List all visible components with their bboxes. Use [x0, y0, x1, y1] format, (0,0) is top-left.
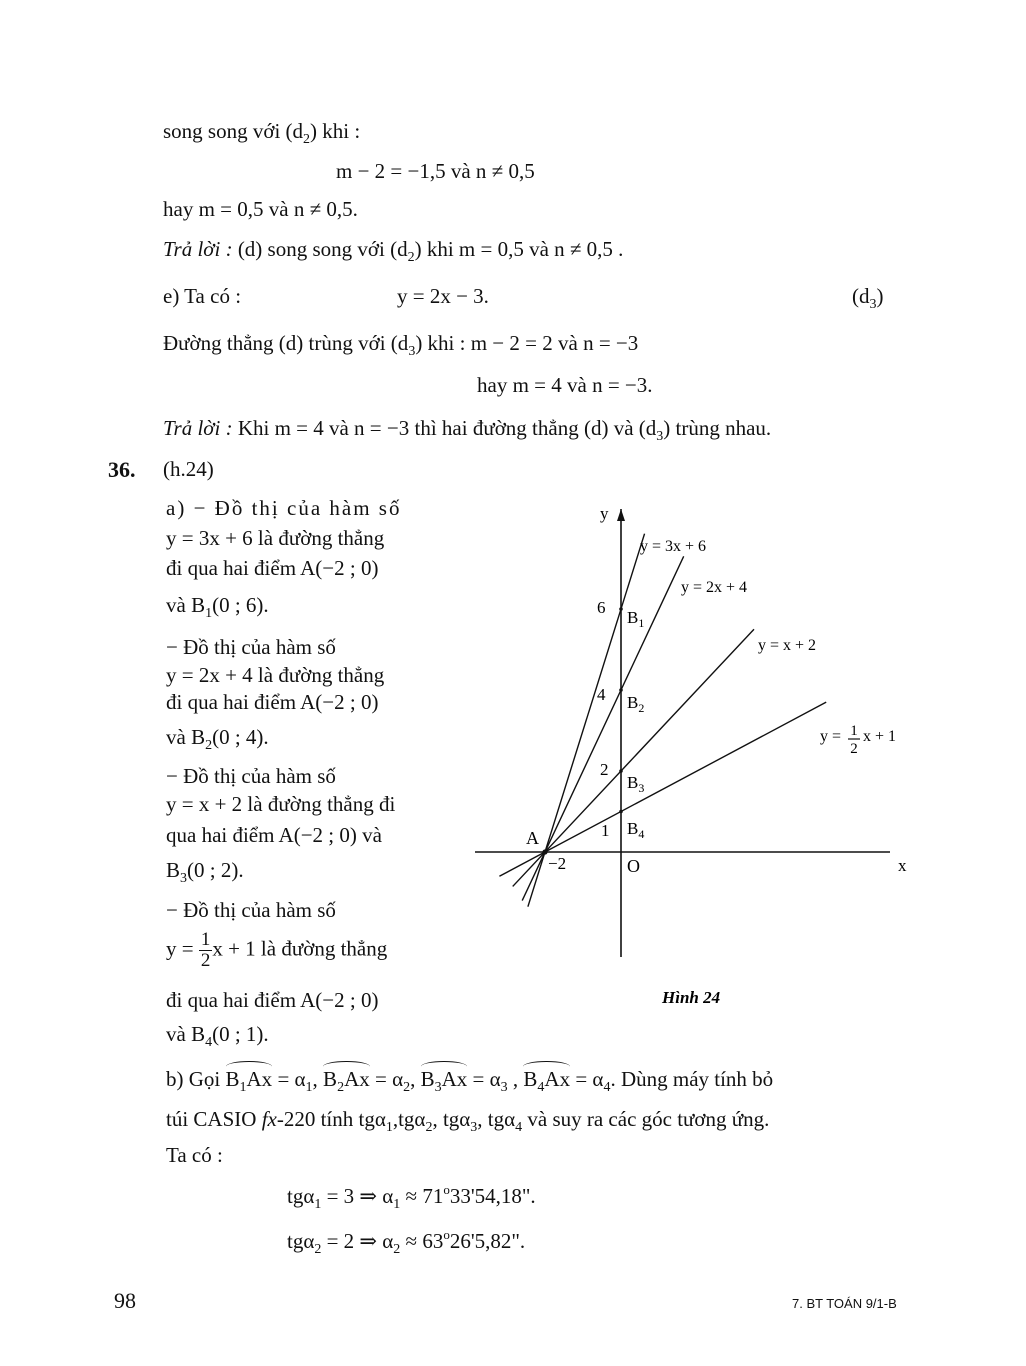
part-b-line-2: [166, 1107, 770, 1135]
subscript: 3: [500, 1080, 508, 1095]
answer-line-1: [163, 237, 624, 265]
point-b2: [619, 688, 623, 692]
text: tgα: [287, 1229, 315, 1253]
text: = 3 ⇒ α: [321, 1184, 394, 1208]
text: (d) song song với (d: [232, 237, 408, 261]
exercise-number: 36.: [108, 457, 136, 482]
text: y =: [820, 728, 842, 745]
subscript: 1: [239, 1080, 247, 1095]
text-line: đi qua hai điểm A(−2 ; 0): [166, 988, 379, 1012]
subscript: 2: [205, 738, 213, 753]
subscript: 2: [407, 250, 415, 265]
subscript: 3: [408, 344, 416, 359]
subscript: 1: [393, 1197, 401, 1212]
y-tick-label: 1: [601, 821, 610, 840]
subscript: 4: [603, 1080, 611, 1095]
angle-b2ax: [323, 1067, 370, 1095]
text: ≈ 63: [400, 1229, 444, 1253]
text: fx: [261, 1107, 277, 1131]
graph-line-4: [499, 702, 826, 876]
text: = 2 ⇒ α: [321, 1229, 394, 1253]
text: B: [323, 1067, 338, 1091]
point-b4: [619, 810, 623, 814]
text: y =: [166, 936, 194, 961]
point-b3-label: $B_3$: [627, 773, 645, 795]
figure-reference: (h.24): [163, 457, 214, 481]
text: ) khi m = 0,5 và n ≠ 0,5 .: [414, 237, 624, 261]
subscript: 2: [314, 1242, 322, 1257]
text: = α: [467, 1067, 501, 1091]
text: x + 1: [863, 728, 897, 745]
subscript: 4: [537, 1080, 545, 1095]
book-code: 7. BT TOÁN 9/1-B: [792, 1296, 897, 1311]
point-a-label: A: [526, 828, 539, 848]
text-line: a) − Đồ thị của hàm số: [166, 496, 402, 520]
text-line: đi qua hai điểm A(−2 ; 0): [166, 556, 379, 580]
text: . Dùng máy tính bỏ: [610, 1067, 774, 1091]
subscript: 2: [403, 1080, 411, 1095]
text: ) khi : m − 2 = 2 và n = −3: [415, 331, 639, 355]
y-tick-label: 4: [597, 685, 606, 704]
text-line: [166, 593, 269, 621]
text: Ax: [246, 1067, 273, 1091]
text: (0 ; 4).: [212, 725, 269, 749]
y-tick-label: 6: [597, 598, 606, 617]
text: = α: [369, 1067, 404, 1091]
text: và B: [166, 593, 206, 617]
text: và B: [166, 1022, 206, 1046]
text: (0 ; 6).: [212, 593, 269, 617]
text: = α: [570, 1067, 604, 1091]
text: (0 ; 2).: [187, 858, 244, 882]
text-line-coincide: [163, 331, 639, 359]
line-label-x2: y = x + 2: [758, 637, 817, 654]
frac-num: 1: [850, 723, 858, 739]
origin-label: O: [627, 856, 640, 876]
text: và B: [166, 725, 206, 749]
plot-labels: [526, 504, 907, 1007]
angle-b3ax: [420, 1067, 468, 1095]
text: = α: [272, 1067, 306, 1091]
text: ,tgα: [392, 1107, 426, 1131]
text: Khi m = 4 và n = −3 thì hai đường thẳng (d) và (d: [232, 416, 657, 440]
text: (0 ; 1).: [212, 1022, 269, 1046]
point-b1-label: $B_1$: [627, 608, 645, 630]
point-a: [542, 849, 547, 854]
text-line: − Đồ thị của hàm số: [166, 764, 336, 788]
line-label-2x4: y = 2x + 4: [681, 579, 748, 596]
x-tick-label: −2: [548, 854, 567, 873]
text-line: [166, 725, 269, 753]
text: b) Gọi: [166, 1067, 226, 1091]
text: 26'5,82".: [449, 1229, 526, 1253]
subscript: 2: [303, 132, 311, 147]
angle-b4ax: [523, 1067, 571, 1095]
text: Ax: [544, 1067, 571, 1091]
text: , tgα: [432, 1107, 471, 1131]
text: ,: [507, 1067, 524, 1091]
subscript: 2: [425, 1120, 433, 1135]
text: ,: [312, 1067, 324, 1091]
subscript: 1: [314, 1197, 322, 1212]
result-line-2: [287, 1227, 526, 1257]
text: 33'54,18".: [449, 1184, 536, 1208]
graph-figure-24: [470, 495, 920, 1015]
text: , tgα: [477, 1107, 516, 1131]
part-e-equation: y = 2x − 3.: [397, 284, 489, 308]
frac-den: 2: [850, 741, 858, 757]
text: Đường thẳng (d) trùng với (d: [163, 331, 409, 355]
subscript: 4: [515, 1120, 523, 1135]
text-line: [166, 858, 244, 886]
subscript: 1: [385, 1120, 393, 1135]
point-b4-label: $B_4$: [627, 819, 645, 841]
subscript: 3: [180, 871, 188, 886]
text: ) trùng nhau.: [663, 416, 772, 440]
text: x + 1 là đường thẳng: [212, 936, 388, 961]
text: tgα: [287, 1184, 315, 1208]
subscript: 3: [470, 1120, 478, 1135]
fraction: [199, 930, 213, 971]
part-e-label: e) Ta có :: [163, 284, 242, 308]
text-line: y = 2x + 4 là đường thẳng: [166, 663, 385, 687]
text-line: qua hai điểm A(−2 ; 0) và: [166, 823, 382, 847]
point-b2-label: $B_2$: [627, 693, 645, 715]
text-line: − Đồ thị của hàm số: [166, 635, 336, 659]
text: (d: [852, 284, 870, 308]
text: B: [225, 1067, 240, 1091]
text-line-hay-m4: hay m = 4 và n = −3.: [477, 373, 653, 397]
answer-label: Trả lời :: [163, 237, 233, 261]
figure-caption: Hình 24: [662, 988, 721, 1007]
text: ,: [410, 1067, 421, 1091]
line-label-3x6: y = 3x + 6: [640, 538, 707, 555]
equation-tag-d3: [852, 284, 884, 312]
text-line-hay: hay m = 0,5 và n ≠ 0,5.: [163, 197, 358, 221]
y-axis-arrow-icon: [617, 509, 625, 521]
text-line: − Đồ thị của hàm số: [166, 898, 336, 922]
text-line: đi qua hai điểm A(−2 ; 0): [166, 690, 379, 714]
subscript: 3: [434, 1080, 442, 1095]
text-line: [166, 1022, 269, 1050]
text-line: y = x + 2 là đường thẳng đi: [166, 792, 396, 816]
subscript: 2: [337, 1080, 345, 1095]
text: túi CASIO: [166, 1107, 262, 1131]
text-line-parallel-condition: [163, 119, 361, 147]
degree: o: [443, 1227, 450, 1242]
graph-line-3: [513, 629, 754, 886]
equation-m-n: m − 2 = −1,5 và n ≠ 0,5: [336, 159, 535, 183]
text: ≈ 71: [400, 1184, 444, 1208]
subscript: 2: [393, 1242, 401, 1257]
subscript: 1: [305, 1080, 313, 1095]
y-axis-label: y: [600, 504, 609, 523]
part-b-line-3: Ta có :: [166, 1143, 223, 1167]
text: ): [876, 284, 884, 308]
subscript: 1: [205, 606, 213, 621]
subscript: 3: [656, 429, 664, 444]
text: -220 tính tgα: [276, 1107, 386, 1131]
point-b3: [619, 769, 623, 773]
text: và suy ra các góc tương ứng.: [522, 1107, 770, 1131]
subscript: 3: [869, 297, 877, 312]
answer-line-2: [163, 416, 772, 444]
line-label-half-x1: [820, 728, 841, 745]
subscript: 4: [205, 1035, 213, 1050]
denominator: 2: [200, 949, 211, 971]
text-line: y = 3x + 6 là đường thẳng: [166, 526, 385, 550]
angle-b1ax: [225, 1067, 273, 1095]
fraction-line: [166, 930, 387, 971]
text: B: [523, 1067, 538, 1091]
page-number: 98: [114, 1288, 136, 1313]
text: Ax: [441, 1067, 468, 1091]
x-axis-label: x: [898, 856, 907, 875]
part-b-line-1: [166, 1067, 774, 1095]
text: song song với (d: [163, 119, 304, 143]
degree: o: [443, 1182, 450, 1197]
text: Ax: [344, 1067, 370, 1091]
result-line-1: [287, 1182, 536, 1212]
text: B: [420, 1067, 435, 1091]
point-b1: [619, 607, 623, 611]
text: ) khi :: [310, 119, 361, 143]
answer-label: Trả lời :: [163, 416, 233, 440]
text: B: [166, 858, 181, 882]
numerator: 1: [200, 929, 211, 950]
y-tick-label: 2: [600, 760, 609, 779]
